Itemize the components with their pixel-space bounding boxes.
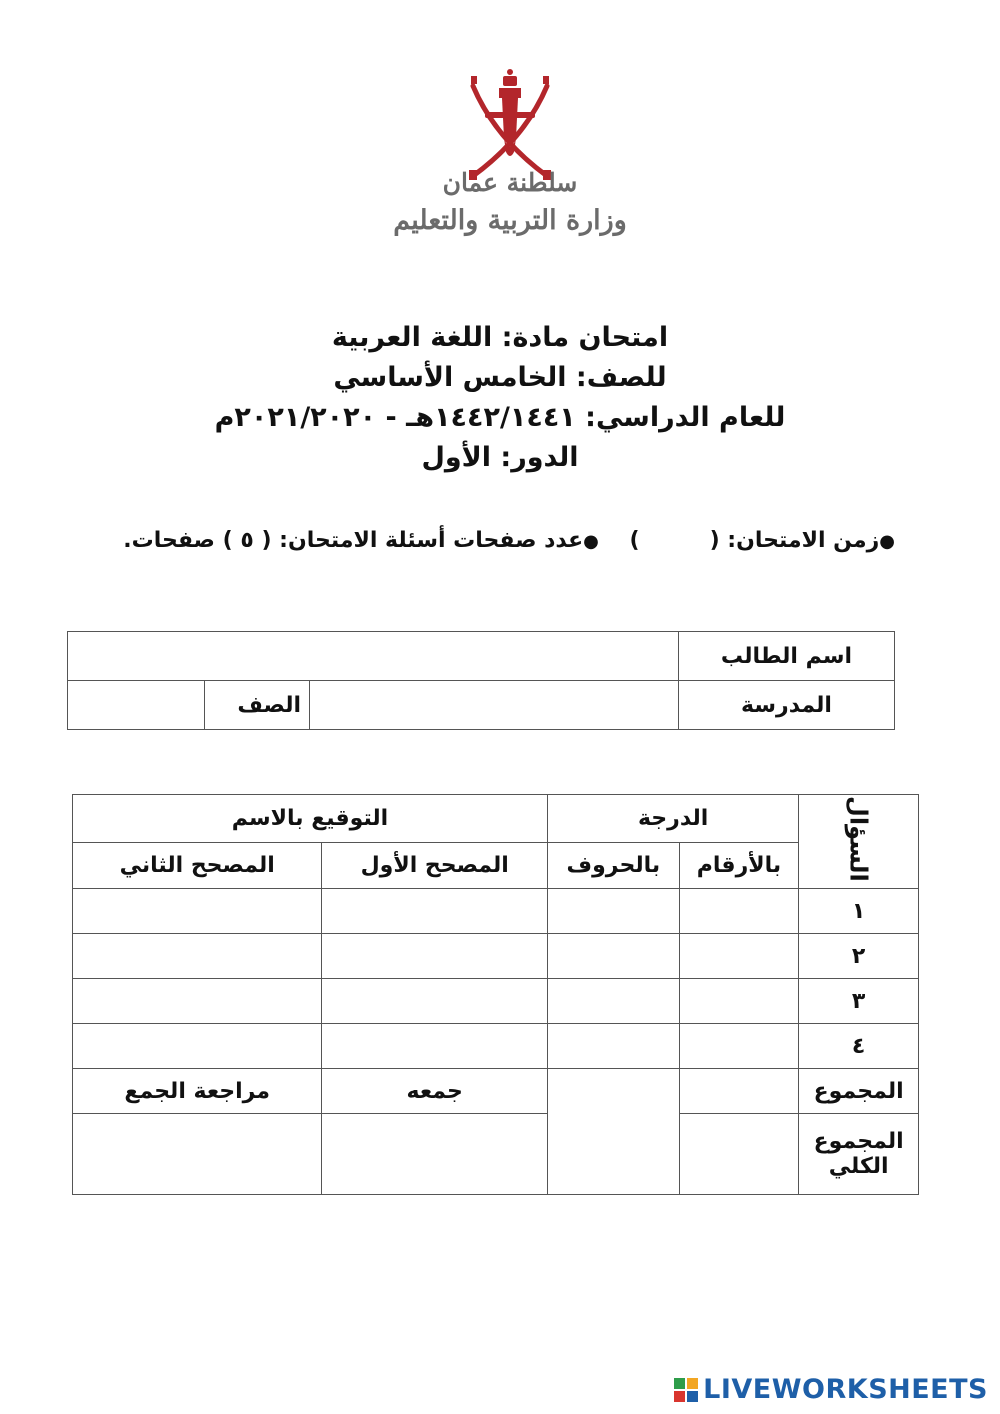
question-number: ١ xyxy=(799,889,919,934)
second-corrector-cell[interactable] xyxy=(73,1024,322,1069)
bullet-icon: ● xyxy=(879,531,895,552)
table-row xyxy=(73,1024,919,1069)
student-name-field[interactable] xyxy=(68,632,679,681)
table-row xyxy=(73,934,919,979)
exam-time-close: ) xyxy=(629,528,640,553)
student-info-table xyxy=(67,631,895,730)
exam-grade: للصف: الخامس الأساسي xyxy=(333,362,667,393)
total-letters-cell[interactable] xyxy=(548,1069,680,1195)
exam-pages-unit: صفحات. xyxy=(123,528,215,553)
liveworksheets-logo-icon xyxy=(673,1377,699,1403)
second-corrector-cell[interactable] xyxy=(73,934,322,979)
in-numbers-header: بالأرقام xyxy=(679,843,799,889)
exam-time-label: زمن الامتحان: ( xyxy=(709,528,880,553)
grand-total-numbers-cell[interactable] xyxy=(679,1114,799,1195)
grade-numbers-cell[interactable] xyxy=(679,979,799,1024)
liveworksheets-brand: LIVEWORKSHEETS xyxy=(703,1374,988,1405)
exam-pages-label: عدد صفحات أسئلة الامتحان: ( ٥ ) xyxy=(222,528,584,553)
sum-review-signature-cell[interactable] xyxy=(73,1114,322,1195)
second-corrector-header: المصحح الثاني xyxy=(73,843,322,889)
grade-numbers-cell[interactable] xyxy=(679,1024,799,1069)
bullet-icon: ● xyxy=(583,531,599,552)
grade-letters-cell[interactable] xyxy=(548,934,680,979)
exam-subject: امتحان مادة: اللغة العربية xyxy=(331,322,669,353)
grade-numbers-cell[interactable] xyxy=(679,889,799,934)
second-corrector-cell[interactable] xyxy=(73,979,322,1024)
second-corrector-cell[interactable] xyxy=(73,889,322,934)
question-number: ٤ xyxy=(799,1024,919,1069)
total-label: المجموع xyxy=(799,1069,919,1114)
first-corrector-cell[interactable] xyxy=(322,934,548,979)
in-letters-header: بالحروف xyxy=(548,843,680,889)
summed-signature-cell[interactable] xyxy=(322,1114,548,1195)
exam-year: للعام الدراسي: ١٤٤٢/١٤٤١هـ - ٢٠٢١/٢٠٢٠م xyxy=(214,402,786,433)
school-field[interactable] xyxy=(310,681,679,730)
class-field[interactable] xyxy=(68,681,205,730)
school-label: المدرسة xyxy=(679,681,895,730)
first-corrector-cell[interactable] xyxy=(322,889,548,934)
table-row xyxy=(73,1069,919,1114)
exam-title-block xyxy=(120,318,880,478)
sum-review-label: مراجعة الجمع xyxy=(73,1069,322,1114)
ministry-line-education: وزارة التربية والتعليم xyxy=(393,205,627,236)
total-numbers-cell[interactable] xyxy=(679,1069,799,1114)
grade-letters-cell[interactable] xyxy=(548,979,680,1024)
table-row xyxy=(73,979,919,1024)
table-row xyxy=(73,889,919,934)
student-name-label: اسم الطالب xyxy=(679,632,895,681)
grade-letters-cell[interactable] xyxy=(548,889,680,934)
first-corrector-cell[interactable] xyxy=(322,1024,548,1069)
grades-table xyxy=(72,794,919,1195)
question-number: ٢ xyxy=(799,934,919,979)
grade-letters-cell[interactable] xyxy=(548,1024,680,1069)
grand-total-label: المجموع الكلي xyxy=(799,1114,919,1195)
table-row xyxy=(73,1114,919,1195)
grade-numbers-cell[interactable] xyxy=(679,934,799,979)
exam-info xyxy=(100,520,895,563)
ministry-wordmark xyxy=(380,165,640,241)
first-corrector-header: المصحح الأول xyxy=(322,843,548,889)
first-corrector-cell[interactable] xyxy=(322,979,548,1024)
question-header: السؤال xyxy=(799,795,919,889)
liveworksheets-footer xyxy=(673,1374,988,1405)
grade-header: الدرجة xyxy=(548,795,799,843)
question-number: ٣ xyxy=(799,979,919,1024)
exam-session: الدور: الأول xyxy=(421,442,579,473)
class-label: الصف xyxy=(205,681,310,730)
signature-header: التوقيع بالاسم xyxy=(73,795,548,843)
ministry-line-sultanate: سلطنة عمان xyxy=(442,168,578,197)
summed-label: جمعه xyxy=(322,1069,548,1114)
